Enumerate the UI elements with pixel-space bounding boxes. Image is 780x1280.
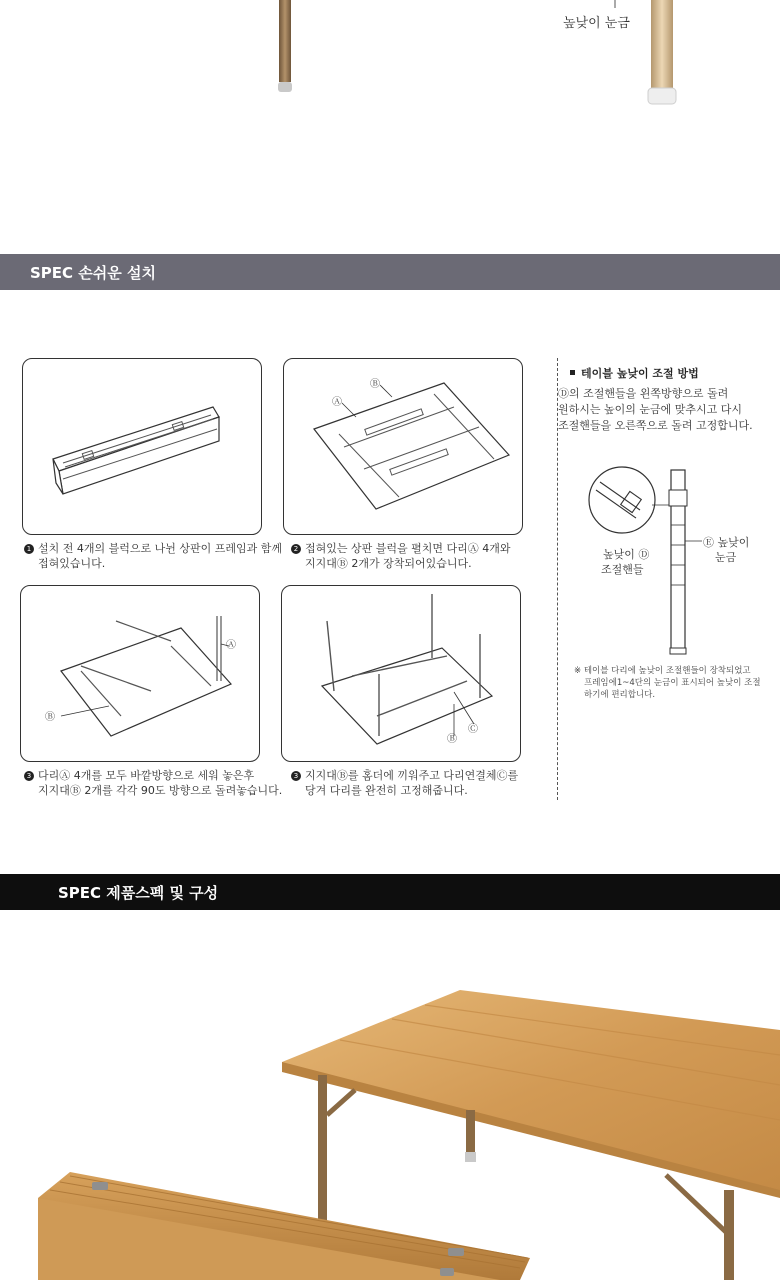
label-a: Ⓐ	[332, 397, 342, 408]
sidebar-note: ※ 테이블 다리에 높낮이 조절핸들이 장착되었고 프레임에1~4단의 눈금이 표시되어 높낮이 조절 하기에 편리합니다.	[574, 666, 761, 700]
step-3-caption	[24, 768, 282, 798]
spec-banner: SPEC 제품스펙 및 구성	[0, 874, 780, 910]
step-3-diagram	[20, 585, 260, 762]
step-4-caption	[291, 768, 518, 798]
step-caption-line: 지지대Ⓑ 2개를 각각 90도 방향으로 돌려놓습니다.	[38, 784, 283, 797]
square-bullet-icon	[570, 370, 575, 375]
sidebar-body-line: 조절핸들을 오른쪽으로 돌려 고정합니다.	[558, 419, 753, 432]
step-number-badge: 1	[24, 544, 34, 554]
step-1-diagram	[22, 358, 262, 535]
step-number-badge: 3	[24, 771, 34, 781]
label-b: Ⓑ	[370, 379, 380, 390]
step-caption-line: 접혀있는 상판 블럭을 펼치면 다리Ⓐ 4개와	[305, 542, 511, 555]
step-1-caption	[24, 541, 282, 571]
step-4-diagram	[281, 585, 521, 762]
sidebar-title: 테이블 높낮이 조절 방법	[570, 365, 699, 381]
handle-label: 높낮이 Ⓓ 조절핸들	[601, 548, 650, 576]
label-b: Ⓑ	[45, 712, 55, 723]
install-banner: SPEC 손쉬운 설치	[0, 254, 780, 290]
step-number-badge: 2	[291, 544, 301, 554]
step-caption-line: 당겨 다리를 완전히 고정해줍니다.	[305, 784, 468, 797]
step-2-caption	[291, 541, 511, 571]
step-caption-line: 다리Ⓐ 4개를 모두 바깥방향으로 세워 놓은후	[38, 769, 255, 782]
step-caption-line: 접혀있습니다.	[38, 557, 106, 570]
sidebar-body-line: Ⓓ의 조절핸들을 왼쪽방향으로 돌려	[558, 387, 729, 400]
step-2-diagram	[283, 358, 523, 535]
step-caption-line: 지지대Ⓑ를 홈더에 끼워주고 다리연결체Ⓒ를	[305, 769, 519, 782]
label-c: Ⓒ	[468, 724, 478, 735]
sidebar-body-line: 원하시는 높이의 눈금에 맞추시고 다시	[558, 403, 743, 416]
step-caption-line: 설치 전 4개의 블럭으로 나뉜 상판이 프레임과 함께	[38, 542, 282, 555]
step-number-badge: 3	[291, 771, 301, 781]
scale-label: Ⓔ 높낮이 눈금	[703, 536, 750, 564]
sidebar-body	[558, 386, 773, 434]
height-scale-label: 높낮이 눈금	[563, 16, 630, 31]
label-b: Ⓑ	[447, 734, 457, 745]
step-caption-line: 지지대Ⓑ 2개가 장착되어있습니다.	[305, 557, 472, 570]
label-a: Ⓐ	[226, 640, 236, 651]
